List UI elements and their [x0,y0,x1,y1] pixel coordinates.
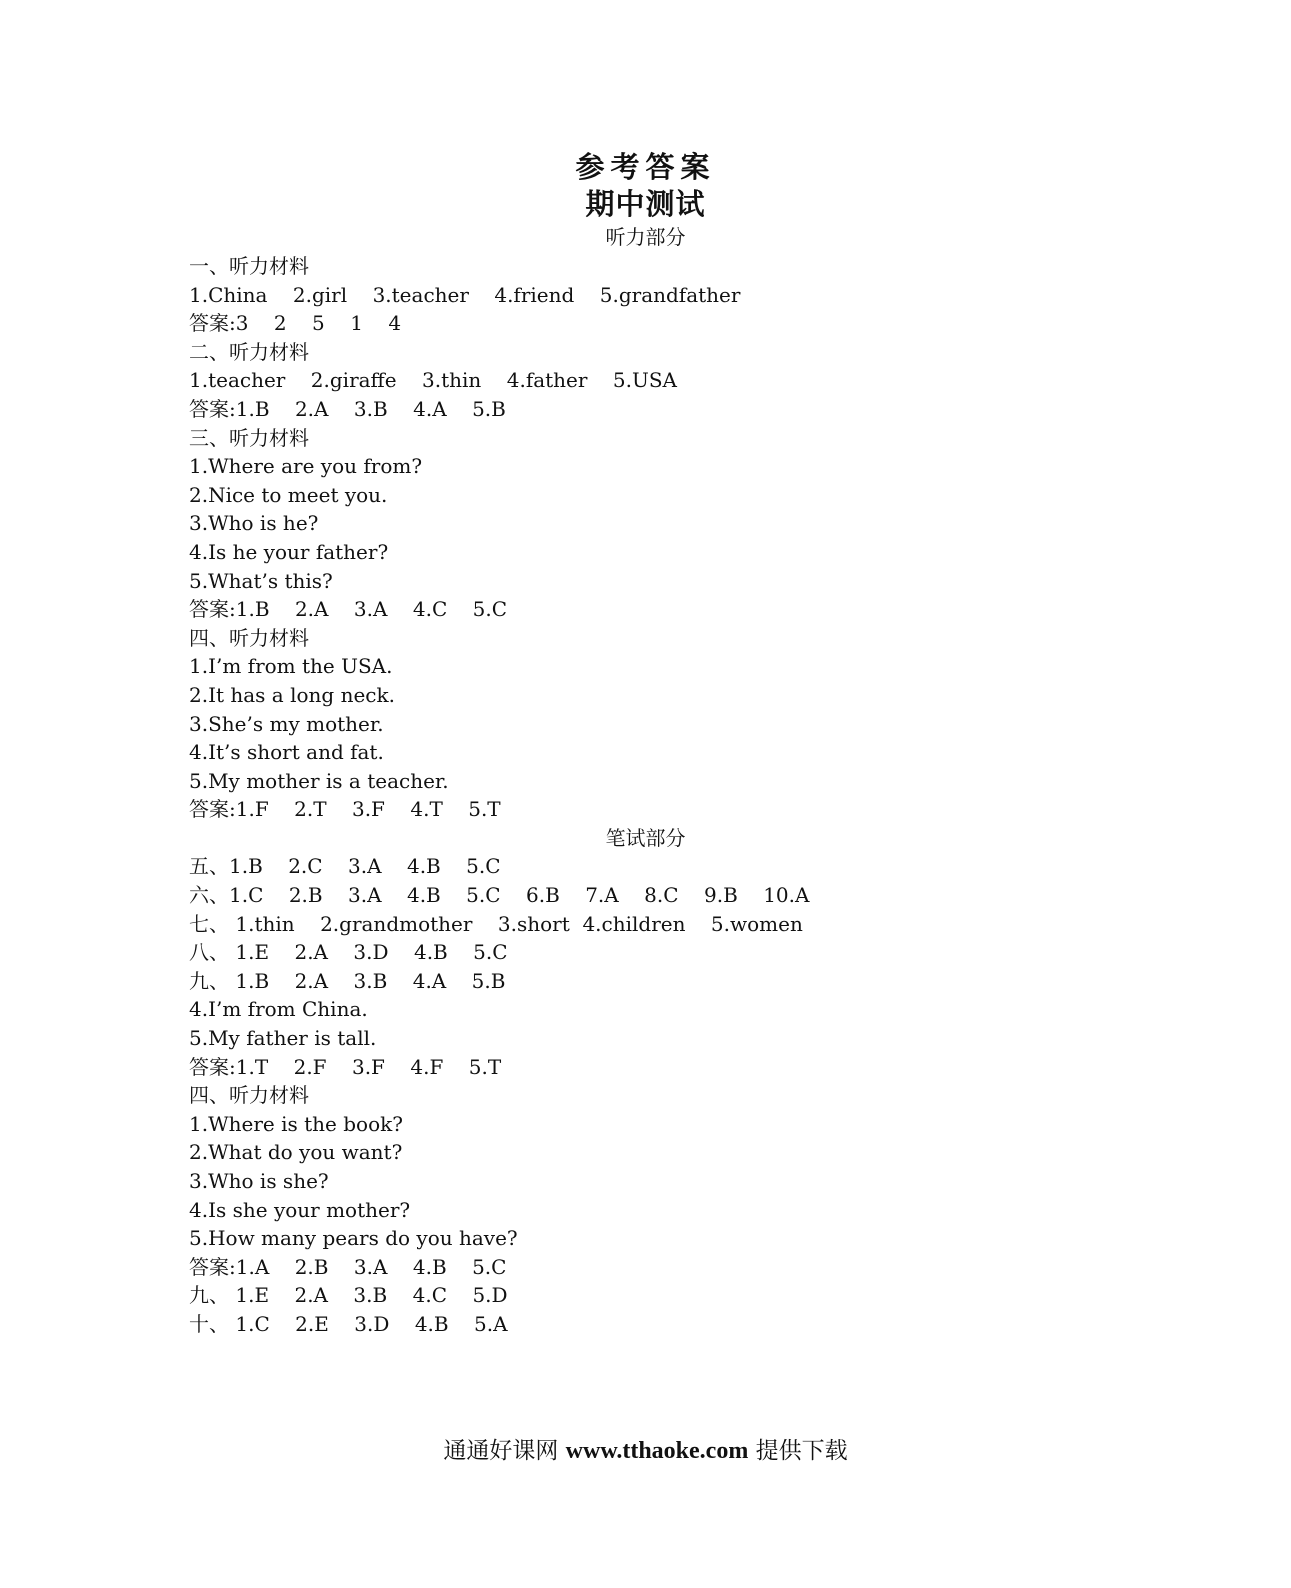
answer-line: 答案:1.B 2.A 3.A 4.C 5.C [189,597,508,622]
answer-line: 3.Who is she? [189,1169,329,1193]
answer-line: 答案:1.A 2.B 3.A 4.B 5.C [189,1254,507,1279]
answer-line: 5.My mother is a teacher. [189,768,449,793]
answer-line: 4.Is she your mother? [189,1197,411,1222]
answer-line: 四、听力材料 [189,625,309,650]
answer-line: 2.Nice to meet you. [189,482,388,507]
answer-line: 答案:1.T 2.F 3.F 4.F 5.T [189,1054,502,1079]
footer-credit [0,1436,1291,1466]
answer-line: 六、1.C 2.B 3.A 4.B 5.C 6.B 7.A 8.C 9.B 10.A [189,883,810,908]
answer-line: 九、 1.E 2.A 3.B 4.C 5.D [189,1283,508,1308]
written-section-heading: 笔试部分 [605,825,686,850]
answer-line: 答案:3 2 5 1 4 [189,311,402,336]
answer-line: 1.China 2.girl 3.teacher 4.friend 5.grandfather [189,282,741,307]
page-title: 参考答案 [575,150,716,184]
answer-line: 4.It’s short and fat. [189,740,384,765]
answer-line: 3.Who is he? [189,511,319,536]
page-subtitle: 期中测试 [585,187,706,221]
answer-line: 答案:1.F 2.T 3.F 4.T 5.T [189,797,501,822]
answer-line: 答案:1.B 2.A 3.B 4.A 5.B [189,396,506,421]
footer-suffix: 提供下载 [748,1438,848,1464]
answer-line: 5.How many pears do you have? [189,1226,518,1251]
answer-line: 4.Is he your father? [189,539,389,564]
answer-line: 四、听力材料 [189,1083,309,1108]
answer-line: 一、听力材料 [189,254,309,278]
answer-line: 五、1.B 2.C 3.A 4.B 5.C [189,854,501,879]
answer-line: 八、 1.E 2.A 3.D 4.B 5.C [189,940,508,965]
answer-line: 3.She’s my mother. [189,711,384,736]
answer-line: 三、听力材料 [189,425,309,450]
answer-line: 1.teacher 2.giraffe 3.thin 4.father 5.USA [189,368,677,393]
listening-section-heading: 听力部分 [605,225,686,249]
answer-body [189,252,1089,1339]
answer-line: 5.My father is tall. [189,1026,377,1051]
footer-prefix: 通通好课网 [443,1438,566,1464]
answer-line: 二、听力材料 [189,339,309,364]
answer-line: 4.I’m from China. [189,997,368,1022]
answer-line: 1.I’m from the USA. [189,654,393,679]
answer-line: 2.What do you want? [189,1140,403,1165]
answer-line: 七、 1.thin 2.grandmother 3.short 4.children 5.women [189,911,803,936]
answer-line: 5.What’s this? [189,568,333,593]
answer-line: 1.Where are you from? [189,454,423,479]
answer-line: 九、 1.B 2.A 3.B 4.A 5.B [189,968,506,993]
answer-line: 十、 1.C 2.E 3.D 4.B 5.A [189,1311,508,1336]
answer-line: 1.Where is the book? [189,1111,403,1136]
answer-line: 2.It has a long neck. [189,682,395,707]
footer-url-link[interactable]: www.tthaoke.com [565,1438,749,1464]
